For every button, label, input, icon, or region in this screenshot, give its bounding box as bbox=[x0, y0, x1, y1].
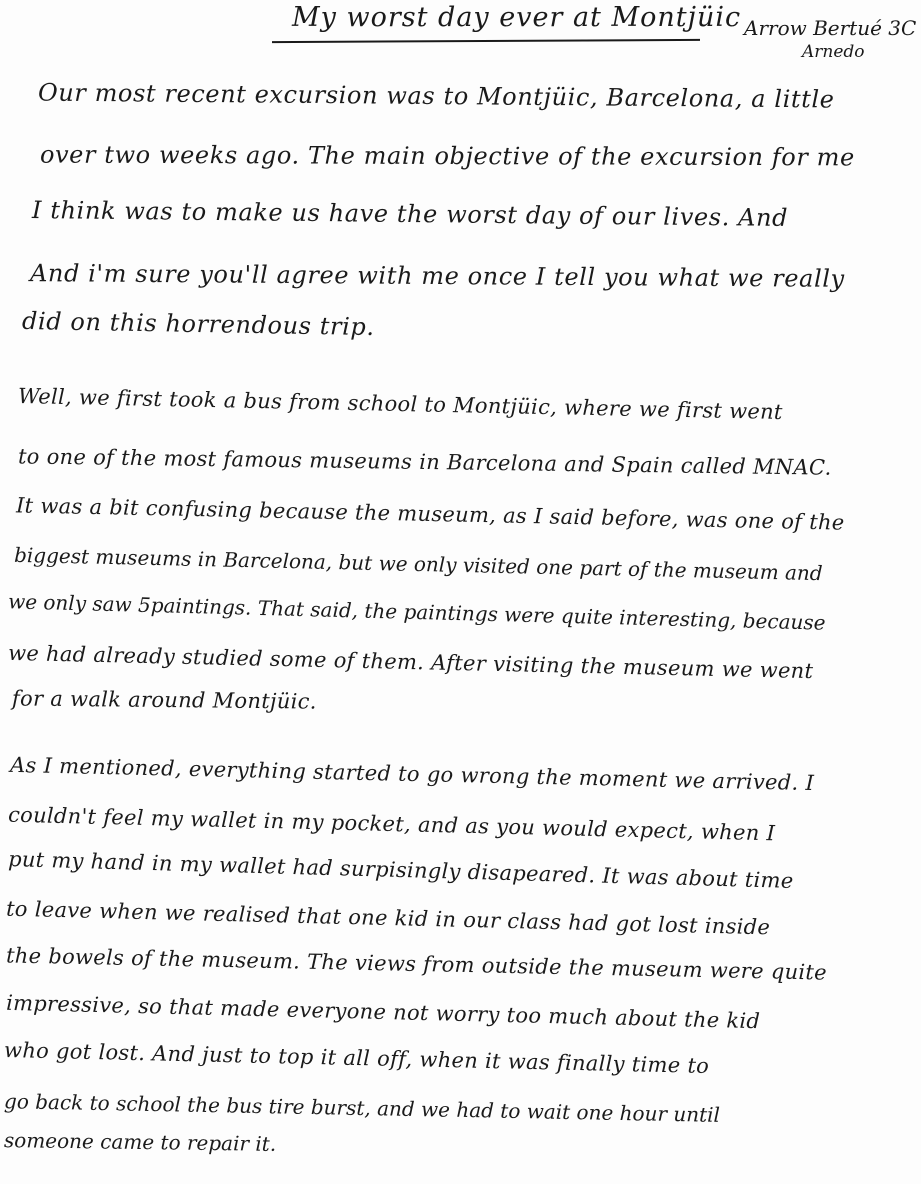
paragraph-3-line-2: couldn't feel my wallet in my pocket, and as you would expect, when I bbox=[7, 802, 776, 846]
paragraph-2-line-1: Well, we first took a bus from school to Montjüic, where we first went bbox=[17, 383, 783, 425]
paragraph-3-line-6: impressive, so that made everyone not worry too much about the kid bbox=[5, 990, 761, 1034]
paragraph-2-line-4: biggest museums in Barcelona, but we only visited one part of the museum and bbox=[13, 542, 823, 586]
paragraph-3-line-1: As I mentioned, everything started to go wrong the moment we arrived. I bbox=[9, 752, 815, 796]
author-name: Arrow Bertué 3C bbox=[744, 16, 917, 40]
paragraph-3-line-4: to leave when we realised that one kid in our class had got lost inside bbox=[5, 896, 771, 940]
paragraph-1-line-1: Our most recent excursion was to Montjüic, Barcelona, a little bbox=[37, 78, 835, 114]
paragraph-3-line-8: go back to school the bus tire burst, and we had to wait one hour until bbox=[3, 1089, 721, 1127]
paragraph-2-line-6: we had already studied some of them. After visiting the museum we went bbox=[7, 640, 814, 684]
paragraph-3-line-7: who got lost. And just to top it all off, when it was finally time to bbox=[3, 1038, 710, 1078]
title-underline bbox=[272, 39, 700, 43]
paragraph-1-line-5: did on this horrendous trip. bbox=[21, 306, 375, 342]
paragraph-2-line-7: for a walk around Montjüic. bbox=[11, 686, 317, 714]
paragraph-1-line-2: over two weeks ago. The main objective of the excursion for me bbox=[39, 140, 855, 172]
page-title: My worst day ever at Montjüic bbox=[292, 2, 742, 33]
author-surname: Arnedo bbox=[802, 42, 865, 62]
paragraph-1-line-4: And i'm sure you'll agree with me once I tell you what we really bbox=[29, 259, 845, 293]
paragraph-3-line-3: put my hand in my wallet had surpisingly disapeared. It was about time bbox=[7, 847, 794, 893]
paragraph-2-line-2: to one of the most famous museums in Barcelona and Spain called MNAC. bbox=[17, 444, 832, 480]
paragraph-3-line-5: the bowels of the museum. The views from outside the museum were quite bbox=[5, 943, 828, 985]
paragraph-3-line-9: someone came to repair it. bbox=[3, 1128, 277, 1156]
paragraph-1-line-3: I think was to make us have the worst day of our lives. And bbox=[31, 196, 789, 232]
paragraph-2-line-5: we only saw 5paintings. That said, the paintings were quite interesting, because bbox=[7, 589, 826, 635]
paragraph-2-line-3: It was a bit confusing because the museum, as I said before, was one of the bbox=[15, 493, 845, 535]
